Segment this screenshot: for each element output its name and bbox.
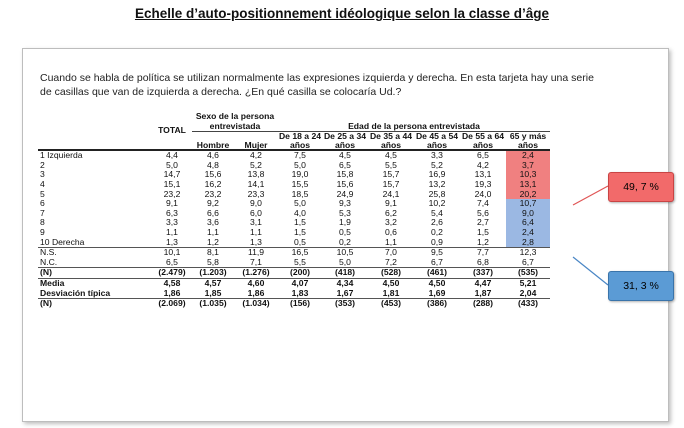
table-cell: 4,2 — [477, 159, 489, 170]
table-cell: 6,4 — [506, 218, 550, 228]
table-cell: (461) — [414, 268, 460, 279]
table-cell: 9,2 — [207, 198, 219, 209]
table-cell: 2,7 — [477, 217, 489, 228]
table-cell: 5,0 — [294, 198, 306, 209]
table-cell: 1,1 — [207, 226, 219, 237]
table-cell: 6,2 — [385, 207, 397, 218]
survey-table — [38, 112, 550, 309]
table-cell: 9,1 — [166, 198, 178, 209]
table-cell: 1,3 — [166, 236, 178, 247]
table-cell: 4,5 — [339, 150, 351, 161]
column-header: De 35 a 44 años — [369, 131, 413, 150]
table-cell: (337) — [460, 268, 506, 279]
row-label: (N) — [38, 299, 152, 309]
table-cell: 24,1 — [382, 188, 400, 199]
table-cell: 16,9 — [428, 169, 446, 180]
column-header: De 55 a 64 años — [461, 131, 505, 150]
column-header: Hombre — [196, 139, 230, 150]
table-cell: 1,87 — [474, 287, 492, 298]
row-label: 9 — [40, 226, 45, 237]
table-cell: 4,58 — [152, 278, 192, 288]
row-label: 4 — [40, 178, 45, 189]
column-header: Mujer — [244, 139, 268, 150]
table-cell: 0,9 — [431, 236, 443, 247]
table-cell: 15,7 — [382, 169, 400, 180]
table-cell: (156) — [278, 299, 322, 309]
column-header: De 45 a 54 años — [415, 131, 459, 150]
table-cell: 1,86 — [163, 287, 181, 298]
table-cell: 4,2 — [250, 150, 262, 161]
table-cell: 4,8 — [207, 159, 219, 170]
table-cell: 15,6 — [204, 169, 222, 180]
table-cell: 6,5 — [477, 150, 489, 161]
table-cell: 3,1 — [250, 217, 262, 228]
table-cell: 19,0 — [291, 169, 309, 180]
table-cell: 4,60 — [234, 278, 278, 288]
table-cell: 1,5 — [294, 226, 306, 237]
table-cell: 3,2 — [385, 217, 397, 228]
callout-left-share: 49, 7 % — [608, 172, 674, 202]
table-cell: 0,5 — [339, 226, 351, 237]
table-cell: 2,4 — [506, 150, 550, 161]
table-cell: (528) — [368, 268, 414, 279]
table-cell: 16,2 — [204, 178, 222, 189]
table-cell: 25,8 — [428, 188, 446, 199]
table-cell: (2.479) — [152, 268, 192, 279]
table-cell: 5,21 — [506, 278, 550, 288]
table-cell: 7,4 — [477, 198, 489, 209]
table-cell: 5,0 — [166, 159, 178, 170]
table-cell: 10,3 — [506, 170, 550, 180]
page-title: Echelle d’auto-positionnement idéologique selon la classe d’âge — [134, 6, 550, 21]
row-label: Media — [38, 278, 152, 288]
row-label: 3 — [40, 169, 45, 180]
table-cell: 6,8 — [477, 256, 489, 267]
header-total: TOTAL — [158, 124, 186, 135]
table-cell: 10,7 — [506, 199, 550, 209]
header-sex-group: Sexo de la persona entrevistada — [192, 112, 278, 132]
table-cell: 4,47 — [460, 278, 506, 288]
table-cell: 8,1 — [192, 248, 234, 258]
row-label: N.S. — [38, 248, 152, 258]
table-cell: 4,5 — [385, 150, 397, 161]
table-cell: 14,1 — [247, 178, 265, 189]
table-cell: (1.276) — [234, 268, 278, 279]
table-cell: 4,50 — [414, 278, 460, 288]
table-cell: 7,7 — [460, 248, 506, 258]
table-cell: 9,1 — [385, 198, 397, 209]
table-cell: 0,5 — [294, 236, 306, 247]
table-cell: 5,8 — [207, 256, 219, 267]
table-cell: 7,1 — [250, 256, 262, 267]
table-cell: 4,07 — [278, 278, 322, 288]
table-cell: 7,5 — [294, 150, 306, 161]
table-cell: 13,1 — [506, 180, 550, 190]
table-cell: 4,6 — [207, 150, 219, 161]
table-cell: 5,0 — [339, 256, 351, 267]
table-cell: (353) — [322, 299, 368, 309]
table-cell: 5,5 — [385, 159, 397, 170]
table-cell: 2,04 — [519, 287, 537, 298]
table-cell: 10,5 — [322, 248, 368, 258]
table-cell: 2,8 — [506, 238, 550, 248]
table-cell: 1,2 — [477, 236, 489, 247]
table-cell: 10,2 — [428, 198, 446, 209]
row-label: Desviación típica — [40, 287, 111, 298]
table-cell: (288) — [460, 299, 506, 309]
table-cell: 23,2 — [204, 188, 222, 199]
table-cell: 6,3 — [166, 207, 178, 218]
table-cell: 13,2 — [428, 178, 446, 189]
table-cell: 5,2 — [431, 159, 443, 170]
table-cell: 1,83 — [291, 287, 309, 298]
table-cell: 1,5 — [477, 226, 489, 237]
table-cell: 9,5 — [414, 248, 460, 258]
table-cell: (2.069) — [152, 299, 192, 309]
table-cell: 15,8 — [336, 169, 354, 180]
table-cell: 0,2 — [431, 226, 443, 237]
table-cell: 4,34 — [322, 278, 368, 288]
table-cell: 7,2 — [385, 256, 397, 267]
row-label: 1 Izquierda — [40, 150, 83, 161]
table-row — [38, 238, 550, 248]
table-row — [38, 268, 550, 279]
table-cell: 1,86 — [247, 287, 265, 298]
header-blank — [38, 112, 152, 132]
table-cell: 24,0 — [474, 188, 492, 199]
table-cell: 5,6 — [477, 207, 489, 218]
table-cell: 6,6 — [207, 207, 219, 218]
row-label: 7 — [40, 207, 45, 218]
table-cell: 0,2 — [339, 236, 351, 247]
row-label: 10 Derecha — [40, 236, 85, 247]
table-row — [38, 258, 550, 268]
table-cell: 5,0 — [294, 159, 306, 170]
row-label: 2 — [40, 159, 45, 170]
table-cell: 1,85 — [204, 287, 222, 298]
table-cell: 13,1 — [474, 169, 492, 180]
header-row-label — [38, 132, 152, 151]
table-cell: 6,5 — [166, 256, 178, 267]
table-cell: 23,2 — [163, 188, 181, 199]
table-cell: 1,69 — [428, 287, 446, 298]
table-cell: 16,5 — [278, 248, 322, 258]
table-cell: 3,7 — [506, 161, 550, 171]
table-cell: 9,3 — [339, 198, 351, 209]
table-cell: 15,5 — [291, 178, 309, 189]
table-cell: 5,4 — [431, 207, 443, 218]
table-cell: 5,3 — [339, 207, 351, 218]
table-cell: 5,2 — [250, 159, 262, 170]
table-cell: 6,7 — [522, 256, 534, 267]
row-label: (N) — [38, 268, 152, 279]
table-cell: 20,2 — [506, 190, 550, 200]
row-label: 6 — [40, 198, 45, 209]
table-cell: (433) — [506, 299, 550, 309]
table-cell: 1,1 — [166, 226, 178, 237]
table-row — [38, 289, 550, 299]
table-cell: 15,7 — [382, 178, 400, 189]
table-cell: 1,81 — [382, 287, 400, 298]
header-age-group: Edad de la persona entrevistada — [278, 112, 550, 132]
row-label: N.C. — [40, 256, 58, 267]
table-cell: 1,9 — [339, 217, 351, 228]
table-cell: 15,1 — [163, 178, 181, 189]
table-cell: 23,3 — [247, 188, 265, 199]
table-cell: (453) — [368, 299, 414, 309]
table-cell: (418) — [322, 268, 368, 279]
table-cell: 11,9 — [234, 248, 278, 258]
table-cell: 12,3 — [506, 248, 550, 258]
table-cell: 6,7 — [431, 256, 443, 267]
table-cell: 18,5 — [291, 188, 309, 199]
survey-question: Cuando se habla de política se utilizan normalmente las expresiones izquierda y derecha. En esta tarjeta hay una serie de casillas que van de izquierda a derecha. ¿En qué casilla se colocaría Ud.? — [40, 72, 594, 98]
row-label: 8 — [40, 217, 45, 228]
table-cell: 1,2 — [207, 236, 219, 247]
table-cell: 3,3 — [431, 150, 443, 161]
table-cell: 5,5 — [294, 256, 306, 267]
table-cell: 19,3 — [474, 178, 492, 189]
column-header: De 18 a 24 años — [278, 131, 322, 150]
table-cell: 15,6 — [336, 178, 354, 189]
table-cell: 1,5 — [294, 217, 306, 228]
column-header: 65 y más años — [509, 131, 547, 150]
column-header-row — [38, 132, 550, 151]
row-label: 5 — [40, 188, 45, 199]
table-row — [38, 299, 550, 309]
table-cell: 13,8 — [247, 169, 265, 180]
table-cell: (1.203) — [192, 268, 234, 279]
table-cell: (1.035) — [192, 299, 234, 309]
column-header: De 25 a 34 años — [323, 131, 367, 150]
table-cell: 6,5 — [339, 159, 351, 170]
table-cell: (535) — [506, 268, 550, 279]
table-cell: 3,6 — [207, 217, 219, 228]
table-cell: 2,6 — [431, 217, 443, 228]
table-cell: 4,50 — [368, 278, 414, 288]
table-cell: (386) — [414, 299, 460, 309]
table-cell: 1,1 — [385, 236, 397, 247]
table-cell: 9,0 — [506, 209, 550, 219]
table-row — [38, 278, 550, 288]
table-cell: 6,0 — [250, 207, 262, 218]
table-cell: (1.034) — [234, 299, 278, 309]
table-cell: 1,67 — [336, 287, 354, 298]
table-cell: 0,6 — [385, 226, 397, 237]
callout-right-share: 31, 3 % — [608, 271, 674, 301]
table-cell: 3,3 — [166, 217, 178, 228]
table-cell: (200) — [278, 268, 322, 279]
table-cell: 10,1 — [152, 248, 192, 258]
table-cell: 2,4 — [506, 228, 550, 238]
table-cell: 4,0 — [294, 207, 306, 218]
table-cell: 4,4 — [166, 150, 178, 161]
table-body — [38, 150, 550, 309]
table-cell: 1,1 — [250, 226, 262, 237]
table-cell: 14,7 — [163, 169, 181, 180]
table-cell: 9,0 — [250, 198, 262, 209]
table-cell: 4,57 — [192, 278, 234, 288]
table-cell: 24,9 — [336, 188, 354, 199]
table-cell: 1,3 — [250, 236, 262, 247]
table-cell: 7,0 — [368, 248, 414, 258]
